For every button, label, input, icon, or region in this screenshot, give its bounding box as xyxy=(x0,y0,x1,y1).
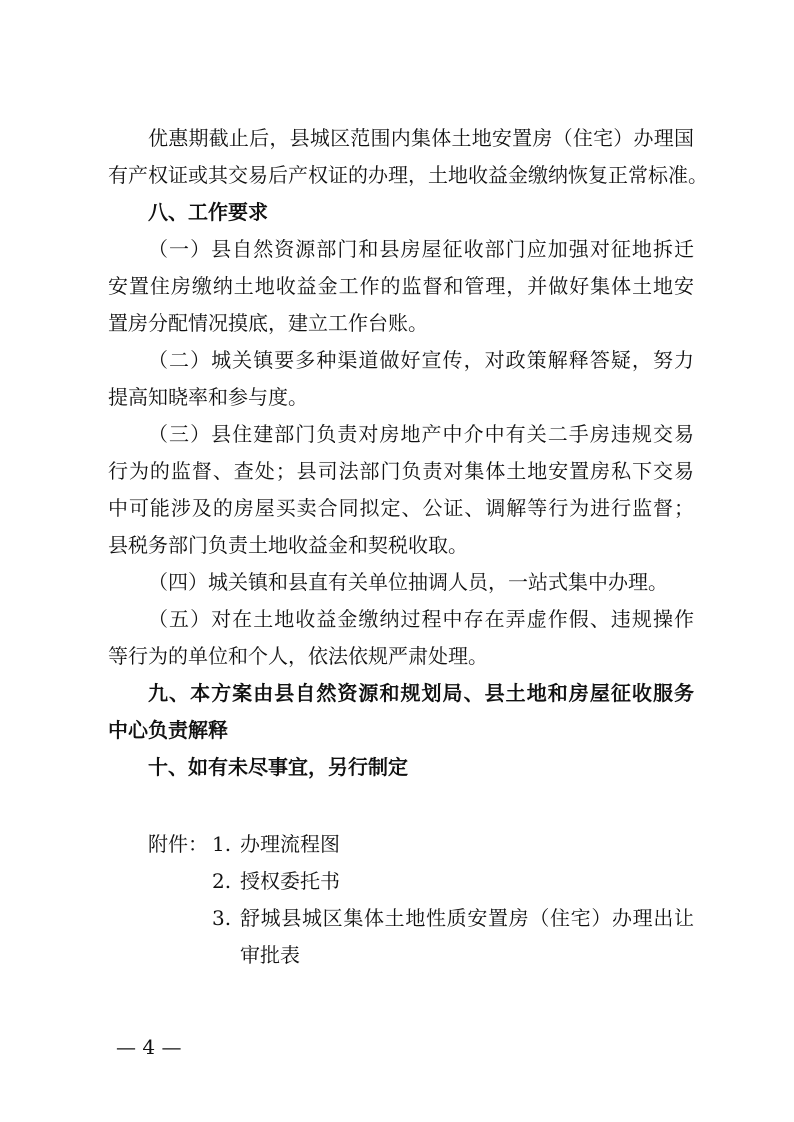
paragraph-line: （四）城关镇和县直有关单位抽调人员，一站式集中办理。 xyxy=(148,570,668,594)
paragraph-line: 优惠期截止后，县城区范围内集体土地安置房（住宅）办理国 xyxy=(148,126,694,150)
paragraph-line: 等行为的单位和个人，依法依规严肃处理。 xyxy=(108,644,488,668)
attachment-item: 办理流程图 xyxy=(240,832,340,856)
page-number: — 4 — xyxy=(116,1035,182,1059)
attachment-item: 舒城县城区集体土地性质安置房（住宅）办理出让 xyxy=(240,906,694,930)
paragraph-line: 提高知晓率和参与度。 xyxy=(108,385,308,409)
section-heading-9: 九、本方案由县自然资源和规划局、县土地和房屋征收服务 xyxy=(148,681,694,705)
attachments-label: 附件： xyxy=(148,832,208,856)
section-heading-8: 八、工作要求 xyxy=(148,200,268,224)
attachment-number: 2. xyxy=(212,869,232,893)
paragraph-line: 行为的监督、查处；县司法部门负责对集体土地安置房私下交易 xyxy=(108,459,694,483)
attachment-number: 1. xyxy=(212,832,232,856)
section-heading-9-cont: 中心负责解释 xyxy=(108,718,228,742)
paragraph-line: 县税务部门负责土地收益金和契税收取。 xyxy=(108,533,468,557)
paragraph-line: 中可能涉及的房屋买卖合同拟定、公证、调解等行为进行监督； xyxy=(108,496,694,520)
paragraph-line: （二）城关镇要多种渠道做好宣传，对政策解释答疑，努力 xyxy=(148,348,694,372)
section-heading-10: 十、如有未尽事宜，另行制定 xyxy=(148,755,408,779)
paragraph-line: （三）县住建部门负责对房地产中介中有关二手房违规交易 xyxy=(148,422,694,446)
attachment-item: 授权委托书 xyxy=(240,869,340,893)
paragraph-line: 置房分配情况摸底，建立工作台账。 xyxy=(108,311,428,335)
paragraph-line: 安置住房缴纳土地收益金工作的监督和管理，并做好集体土地安 xyxy=(108,274,694,298)
paragraph-line: 有产权证或其交易后产权证的办理，土地收益金缴纳恢复正常标准。 xyxy=(108,163,708,187)
paragraph-line: （五）对在土地收益金缴纳过程中存在弄虚作假、违规操作 xyxy=(148,607,694,631)
attachment-item-cont: 审批表 xyxy=(240,943,300,967)
paragraph-line: （一）县自然资源部门和县房屋征收部门应加强对征地拆迁 xyxy=(148,237,694,261)
attachment-number: 3. xyxy=(212,906,232,930)
